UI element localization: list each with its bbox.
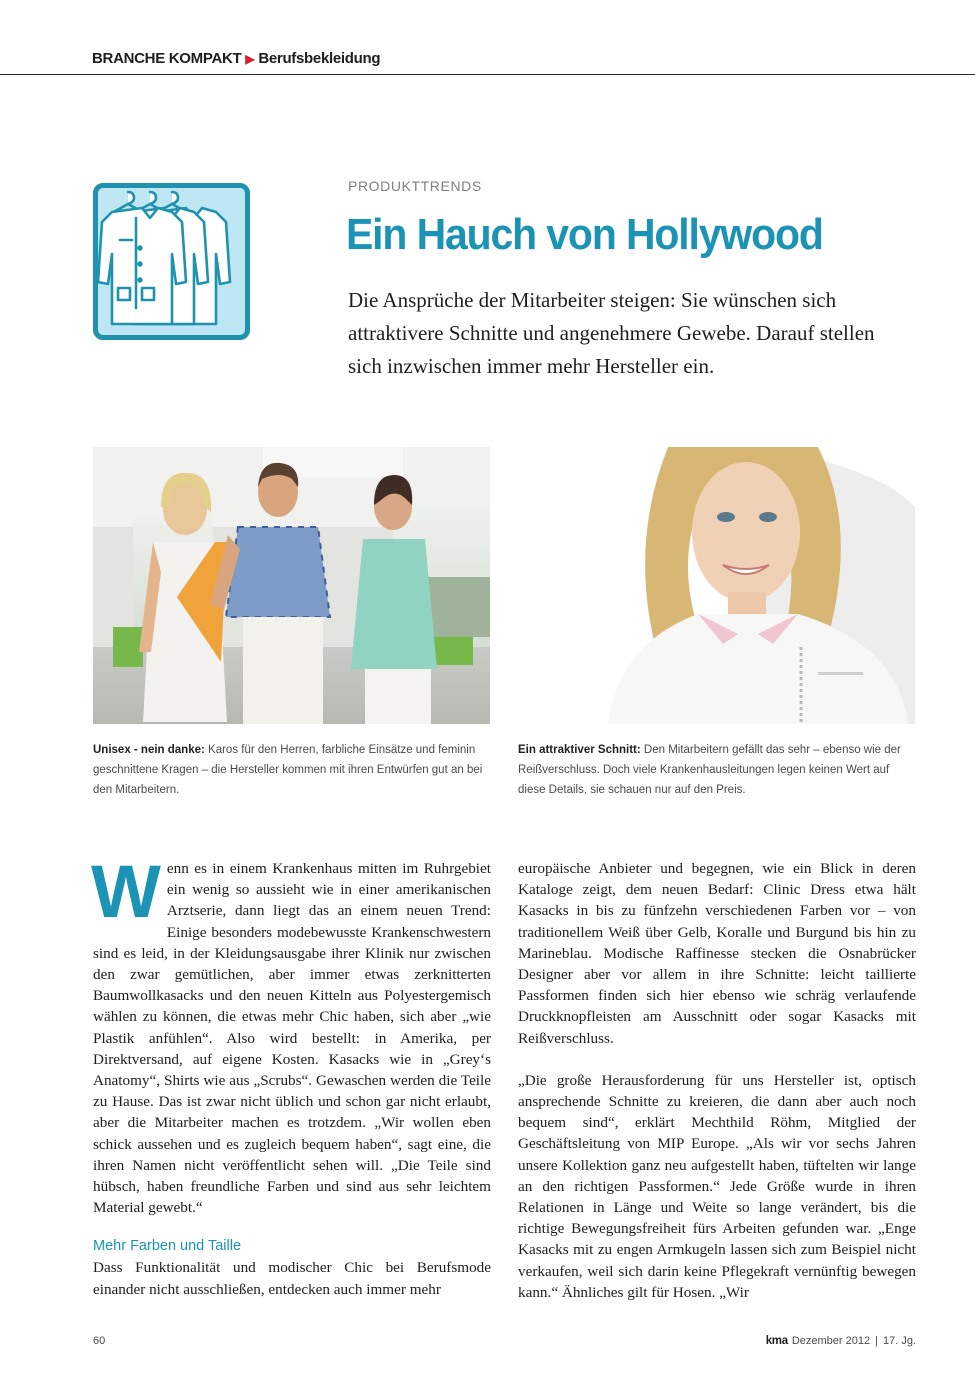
volume-label: 17. Jg. bbox=[882, 1335, 916, 1347]
photo-woman-portrait bbox=[518, 447, 915, 724]
photo-three-models-illustration bbox=[93, 447, 490, 724]
body-column-2 bbox=[518, 858, 916, 1303]
caption-1-text: Karos für den Herren, farbliche Einsätze und feminin geschnittene Kragen – die Hersteller kommen mit ihren Entwürfen gut an bei den Mitarbeitern. bbox=[93, 744, 483, 796]
photo-woman-portrait-illustration bbox=[518, 447, 915, 724]
article-title: Ein Hauch von Hollywood bbox=[346, 210, 823, 259]
magazine-logo: kma bbox=[765, 1335, 788, 1347]
header-divider bbox=[0, 74, 975, 75]
body-paragraph-4: „Die große Herausforderung für uns Hersteller ist, optisch ansprechende Schnitte zu kreieren, die dann aber auch noch bequem sind“, erklärt Mechthild Röhm, Mitglied der Geschäftsleitung von MIP Europe. „Als wir vor sechs Jahren unsere Kollektion ganz neu aufgestellt haben, tüftelten wir lange an den richtigen Passformen.“ Jede Größe wurde in ihren Relationen in Länge und Weite so lange verändert, bis die richtige Bewegungsfreiheit fürs Arbeiten gefunden war. „Enge Kasacks mit zu engen Armkugeln lassen sich zum Beispiel nicht verkaufen, weil sich darin keine Pflegekraft vernünftig bewegen kann.“ Ähnliches gilt für Hosen. „Wir bbox=[518, 1071, 916, 1301]
arrow-right-icon: ▶ bbox=[245, 52, 255, 66]
running-head bbox=[92, 50, 380, 67]
issue-date: Dezember 2012 bbox=[791, 1335, 871, 1347]
article-kicker: PRODUKTTRENDS bbox=[348, 178, 482, 194]
body-paragraph-1: enn es in einem Krankenhaus mitten im Ruhrgebiet ein wenig so aussieht wie in einer amerikanischen Arztserie, dann liegt das an einem neuen Trend: Einige besonders modebewusste Krankenschwestern sind es leid, in der Kleidungsausgabe ihrer Klinik nur zwischen den zwar gemütlichen, aber immer etwas zerknitterten Baumwollkasacks und den neuen Kitteln aus Polyestergemisch wählen zu können, die etwas mehr Chic haben, sich aber „wie Plastik anfühlen“. Also wird bestellt: in Amerika, per Direktversand, auf eigene Kosten. Kasacks wie in „Grey‘s Anatomy“, Shirts wie aus „Scrubs“. Gewaschen werden die Teile zu Hause. Das ist zwar nicht üblich und schon gar nicht erlaubt, aber die Mitarbeiter machen es trotzdem. „Wir wollen eben schick aussehen und es zugleich bequem haben“, sagt eine, die ihren Namen nicht veröffentlicht sehen will. „Die Teile sind hübsch, haben freundliche Farben und sind aus sehr leichtem Material gewebt.“ bbox=[93, 860, 491, 1217]
lab-coats-icon bbox=[93, 183, 250, 340]
caption-1-label: Unisex - nein danke: bbox=[93, 744, 205, 756]
photo-three-models bbox=[93, 447, 490, 724]
caption-2-text: Den Mitarbeitern gefällt das sehr – ebenso wie der Reißverschluss. Doch viele Krankenhausleitungen legen keinen Wert auf diese Details, sie schauen nur auf den Preis. bbox=[518, 744, 901, 796]
article-lead: Die Ansprüche der Mitarbeiter steigen: Sie wünschen sich attraktivere Schnitte und angenehmere Gewebe. Darauf stellen sich inzwischen immer mehr Hersteller ein. bbox=[348, 288, 875, 378]
section-label: BRANCHE KOMPAKT bbox=[92, 50, 242, 67]
subsection-label: Berufsbekleidung bbox=[258, 50, 381, 67]
body-paragraph-3: europäische Anbieter und begegnen, wie ein Blick in deren Kataloge zeigt, dem neuen Bedarf: Clinic Dress etwa hält Kasacks in bis zu fünfzehn verschiedenen Farben vor – von traditionellem Weiß über Gelb, Koralle und Burgund bis hin zu Marineblau. Modische Raffinesse stecken die Osnabrücker Designer aber vor allem in ihre Schnitte: leicht taillierte Passformen finden sich hier ebenso wie schräg verlaufende Druckknopfleisten am Ausschnitt oder sogar Kasacks mit Reißverschluss. bbox=[518, 860, 916, 1047]
photo-caption-2 bbox=[518, 740, 918, 800]
body-paragraph-2: Dass Funktionalität und modischer Chic bei Berufsmode einander nicht ausschließen, entdecken auch immer mehr bbox=[93, 1259, 491, 1298]
photo-caption-1 bbox=[93, 740, 493, 800]
drop-cap: W bbox=[91, 850, 161, 933]
page-number: 60 bbox=[93, 1335, 106, 1347]
lab-coats-icon-graphic bbox=[98, 188, 245, 335]
footer-separator: | bbox=[875, 1335, 878, 1347]
footer-issue bbox=[766, 1335, 916, 1347]
body-column-1 bbox=[91, 850, 491, 1300]
caption-2-label: Ein attraktiver Schnitt: bbox=[518, 744, 641, 756]
section-subhead: Mehr Farben und Taille bbox=[93, 1238, 242, 1255]
